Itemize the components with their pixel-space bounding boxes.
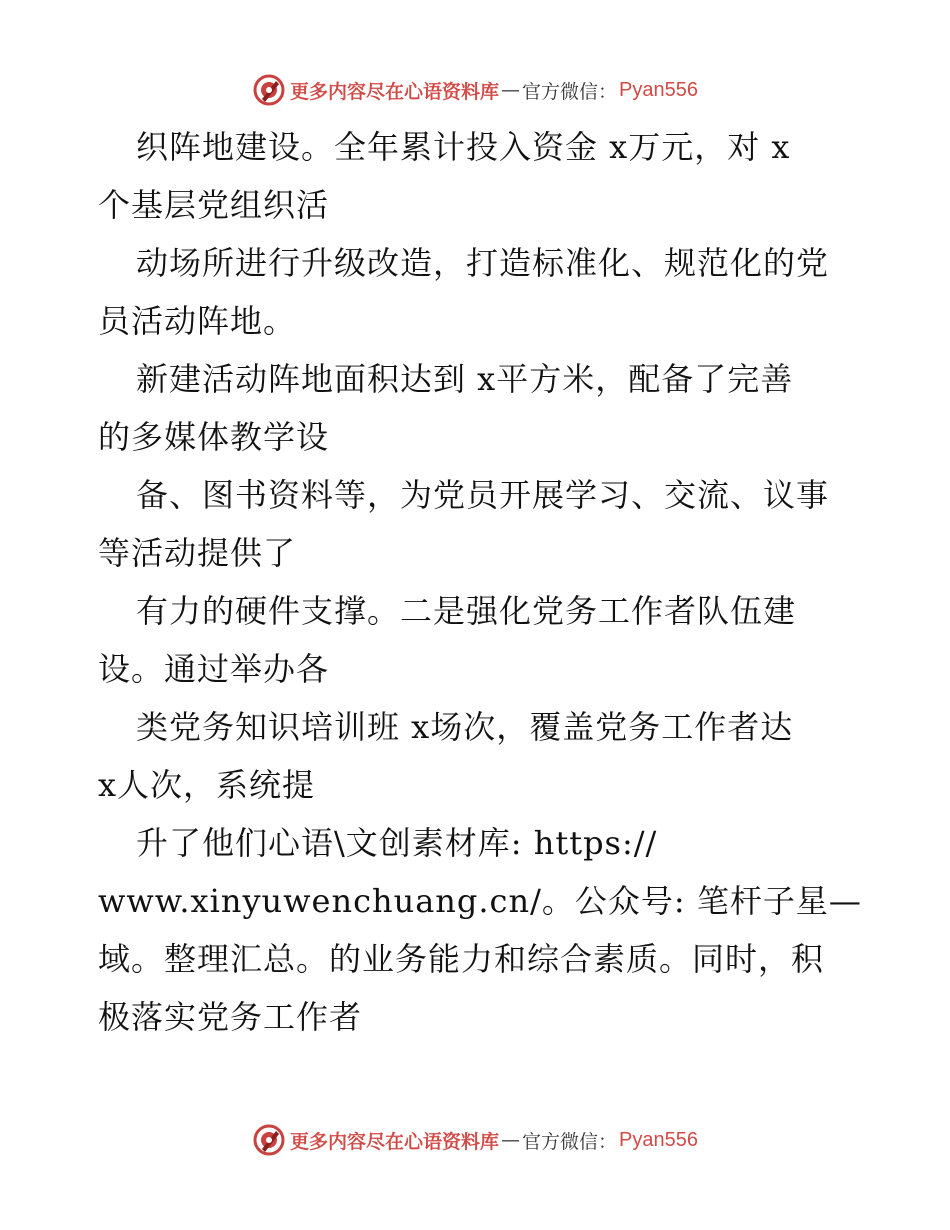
text-line: 动场所进行升级改造，打造标准化、规范化的党 — [136, 244, 830, 282]
text-line: 设。通过举办各 — [98, 650, 330, 688]
banner-separator: — — [501, 1129, 521, 1151]
banner-wechat-id: Pyan556 — [619, 78, 698, 101]
text-line: 备、图书资料等，为党员开展学习、交流、议事 — [136, 476, 830, 514]
text-line: x人次，系统提 — [98, 766, 316, 804]
banner-separator: — — [501, 79, 521, 101]
footer-watermark-banner — [0, 1120, 950, 1160]
banner-text: 更多内容尽在心语资料库 — [290, 80, 500, 103]
document-body — [98, 118, 862, 1046]
text-line: 织阵地建设。全年累计投入资金 x万元，对 x — [136, 128, 791, 166]
banner-wechat-label: 官方微信： — [522, 1130, 618, 1153]
text-line: 新建活动阵地面积达到 x平方米，配备了完善 — [136, 360, 794, 398]
text-line: 类党务知识培训班 x场次，覆盖党务工作者达 — [136, 708, 794, 746]
pen-logo-icon — [252, 1123, 286, 1157]
text-line: 域。整理汇总。的业务能力和综合素质。同时，积 — [98, 940, 825, 978]
pen-logo-icon — [252, 73, 286, 107]
text-line: 个基层党组织活 — [98, 186, 330, 224]
text-line: 的多媒体教学设 — [98, 418, 330, 456]
text-line: 极落实党务工作者 — [98, 998, 363, 1036]
header-watermark-banner — [0, 70, 950, 110]
text-line: 升了他们心语\文创素材库: https:// — [136, 824, 658, 862]
banner-text: 更多内容尽在心语资料库 — [290, 1130, 500, 1153]
text-line: 有力的硬件支撑。二是强化党务工作者队伍建 — [136, 592, 797, 630]
banner-wechat-id: Pyan556 — [619, 1128, 698, 1151]
text-line: www.xinyuwenchuang.cn/。公众号: 笔杆子星— — [98, 882, 862, 920]
text-line: 员活动阵地。 — [98, 302, 297, 340]
banner-wechat-label: 官方微信： — [522, 80, 618, 103]
text-line: 等活动提供了 — [98, 534, 297, 572]
